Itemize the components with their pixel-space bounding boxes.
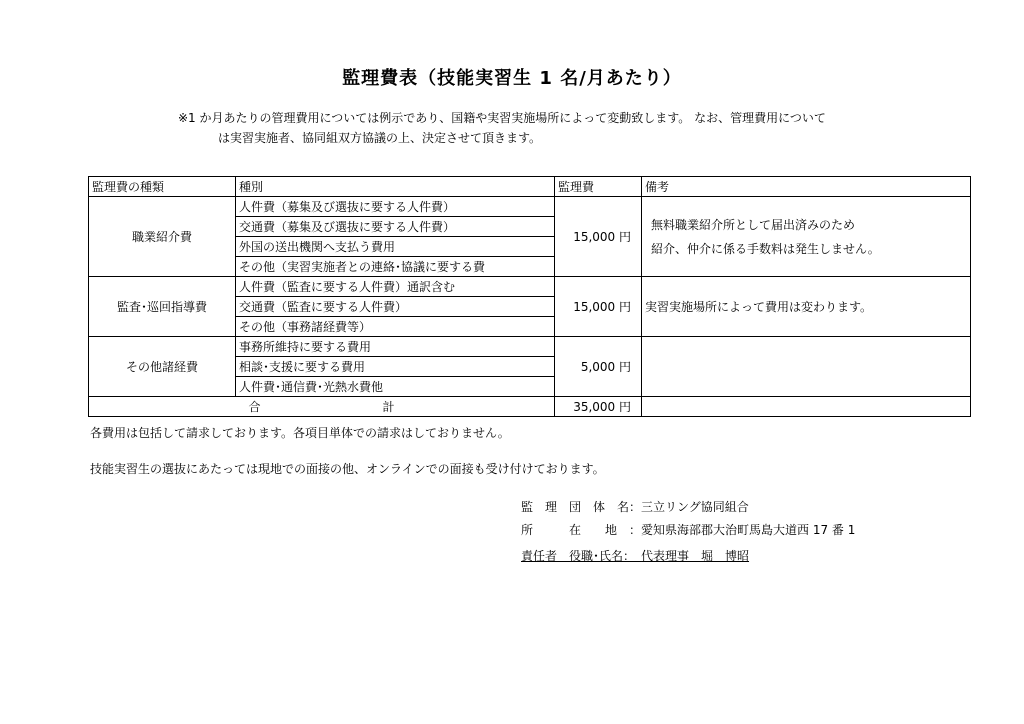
address-label: 所 在 地 ： (521, 523, 642, 537)
item-cell: その他（実習実施者との連絡･協議に要する費 (236, 257, 555, 277)
item-cell: 交通費（募集及び選抜に要する人件費） (236, 217, 555, 237)
total-row (89, 397, 971, 417)
group-amount: 15,000 円 (555, 197, 642, 277)
item-cell: 人件費（監査に要する人件費）通訳含む (236, 277, 555, 297)
header-fee-type: 監理費の種類 (89, 177, 236, 197)
table-header-row (89, 177, 971, 197)
header-fee: 監理費 (555, 177, 642, 197)
rep-label: 責任者 役職･氏名： (521, 549, 642, 563)
group-remarks (642, 197, 971, 277)
remark-line: 無料職業紹介所として届出済みのため (651, 217, 856, 232)
group-category: その他諸経費 (89, 337, 236, 397)
signature-address (521, 521, 855, 538)
item-cell: 相談･支援に要する費用 (236, 357, 555, 377)
table-row (89, 337, 971, 357)
signature-representative (521, 547, 749, 564)
table-row (89, 197, 971, 217)
table-row (89, 277, 971, 297)
note-line-2: は実習実施者、協同組双方協議の上、決定させて頂きます。 (218, 131, 542, 145)
group-category: 監査･巡回指導費 (89, 277, 236, 337)
item-cell: 人件費･通信費･光熱水費他 (236, 377, 555, 397)
total-remarks (642, 397, 971, 417)
org-label: 監 理 団 体 名： (521, 500, 642, 514)
total-label-b: 計 (382, 399, 395, 414)
remark-line: 実習実施場所によって費用は変わります。 (645, 299, 873, 314)
remark-line: 紹介、仲介に係る手数料は発生しません。 (651, 241, 880, 256)
item-cell: 交通費（監査に要する人件費） (236, 297, 555, 317)
group-amount: 5,000 円 (555, 337, 642, 397)
total-amount: 35,000 円 (555, 397, 642, 417)
group-remarks (642, 337, 971, 397)
item-cell: 事務所維持に要する費用 (236, 337, 555, 357)
total-label (89, 397, 555, 417)
footer-note-2: 技能実習生の選抜にあたっては現地での面接の他、オンラインでの面接も受け付けております。 (90, 462, 605, 476)
group-amount: 15,000 円 (555, 277, 642, 337)
rep-value: 代表理事 堀 博昭 (641, 549, 750, 563)
note-line-1: ※1 か月あたりの管理費用については例示であり、国籍や実習実施場所によって変動致します。 なお、管理費用について (178, 111, 826, 125)
org-value: 三立リング協同組合 (641, 500, 749, 514)
group-category: 職業紹介費 (89, 197, 236, 277)
item-cell: 人件費（募集及び選抜に要する人件費） (236, 197, 555, 217)
item-cell: その他（事務諸経費等） (236, 317, 555, 337)
signature-org (521, 498, 749, 515)
footer-note-1: 各費用は包括して請求しております。各項目単体での請求はしておりません。 (90, 426, 510, 440)
fee-table (88, 176, 971, 417)
header-remarks: 備考 (642, 177, 971, 197)
item-cell: 外国の送出機関へ支払う費用 (236, 237, 555, 257)
total-label-a: 合 (248, 399, 261, 414)
group-remarks (642, 277, 971, 337)
document-title: 監理費表（技能実習生 1 名/月あたり） (342, 68, 682, 89)
header-category: 種別 (236, 177, 555, 197)
address-value: 愛知県海部郡大治町馬島大道西 17 番 1 (641, 523, 856, 537)
